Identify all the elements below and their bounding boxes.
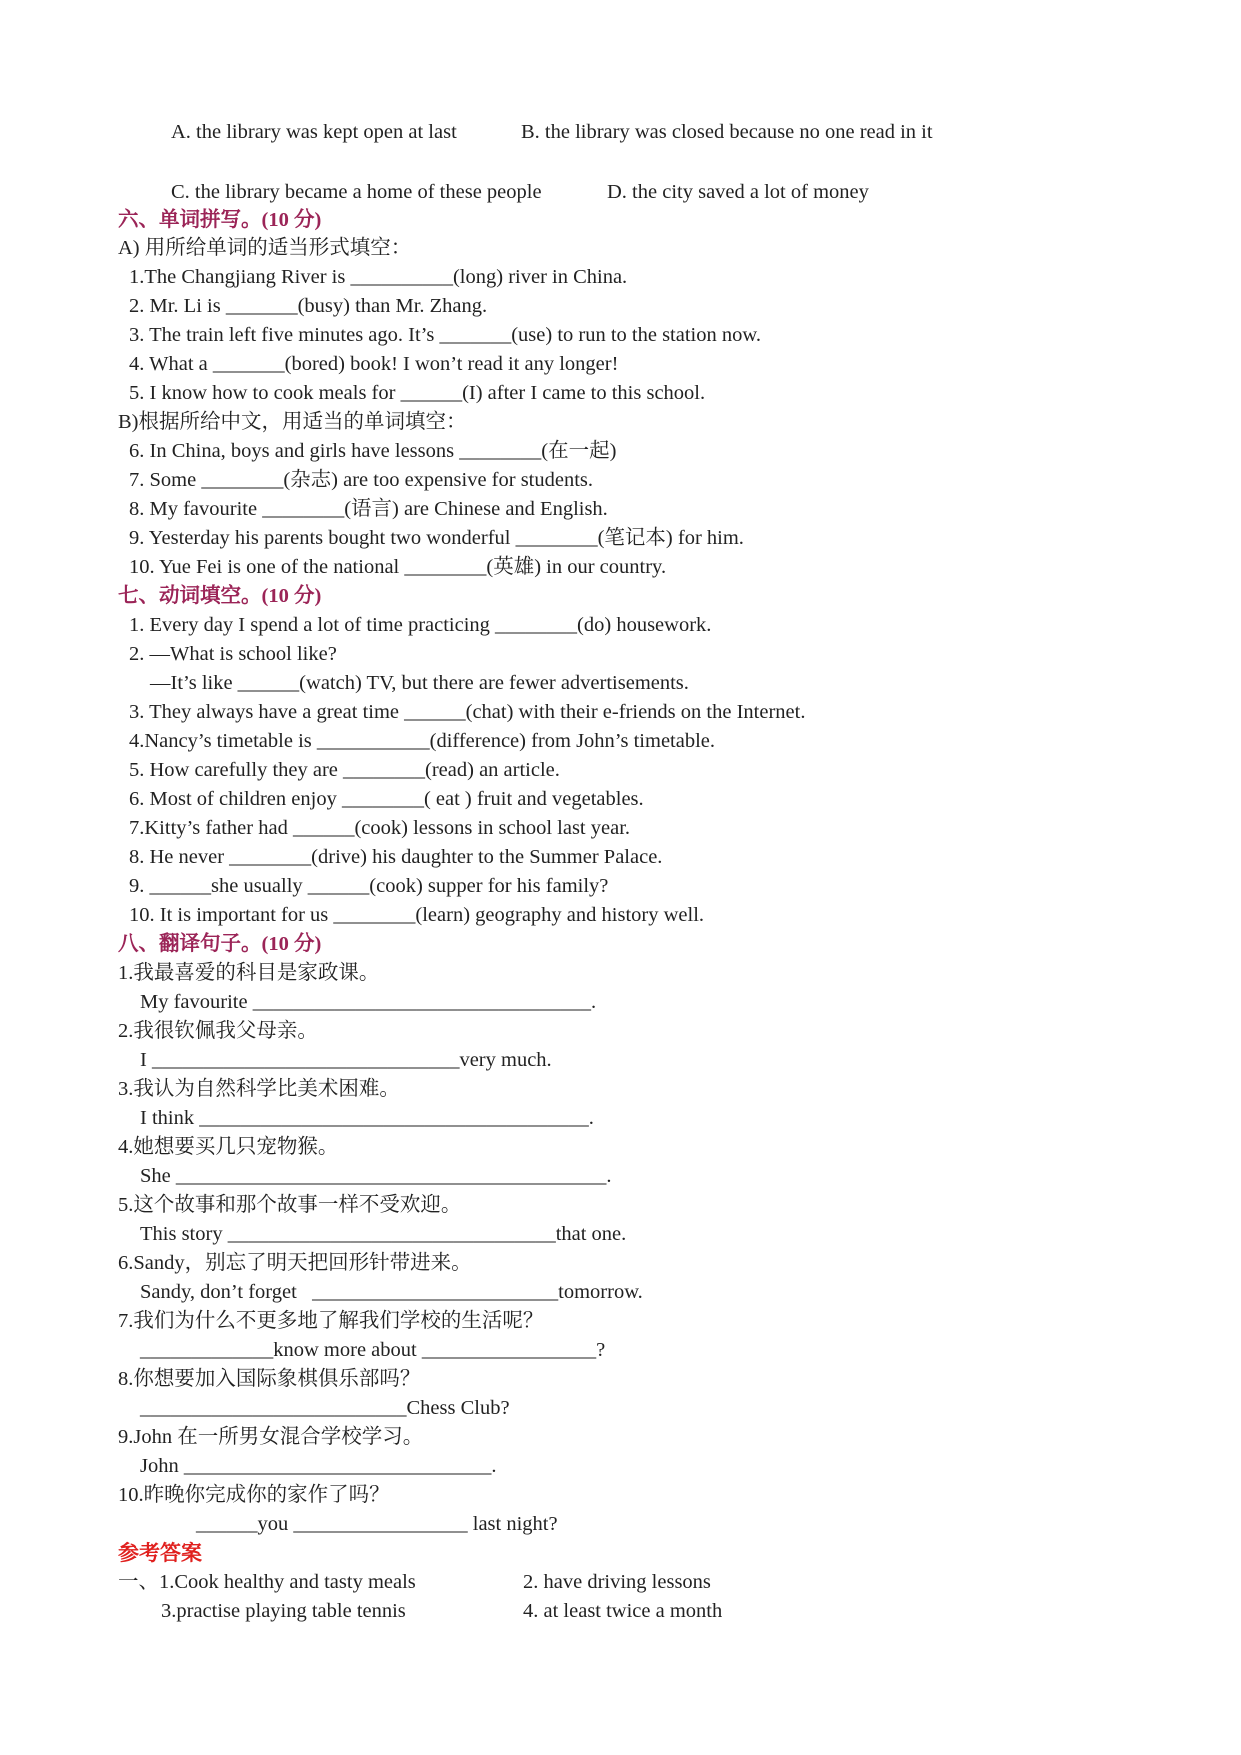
s7-item-9 xyxy=(129,874,608,900)
s8-item-6-en xyxy=(140,1280,643,1306)
option-d xyxy=(607,180,869,206)
s8-item-2-cn xyxy=(118,1019,318,1045)
s8-item-10-cn-text: 10.昨晚你完成你的家作了吗？ xyxy=(118,1484,390,1506)
s8-item-6-cn-text: 6.Sandy，别忘了明天把回形针带进来。 xyxy=(118,1252,472,1274)
s6-item-7 xyxy=(129,468,593,494)
answer-row-1-a xyxy=(118,1570,416,1596)
section-6-part-a xyxy=(118,236,411,262)
s8-item-1-en-text: My favourite _________________________________. xyxy=(140,991,597,1013)
s8-item-6-en-text: Sandy, don’t forget ________________________tomorrow. xyxy=(140,1281,643,1303)
section-7-title xyxy=(118,584,321,610)
s8-item-3-cn xyxy=(118,1077,400,1103)
s8-item-10-cn xyxy=(118,1483,390,1509)
s8-item-9-cn-text: 9.John 在一所男女混合学校学习。 xyxy=(118,1426,424,1448)
s8-item-5-en xyxy=(140,1222,626,1248)
s8-item-1-cn xyxy=(118,961,379,987)
s8-item-3-en xyxy=(140,1106,594,1132)
option-d-text: D. the city saved a lot of money xyxy=(607,181,869,203)
option-c-text: C. the library became a home of these people xyxy=(171,181,542,203)
answer-row-1-a-text: 一、1.Cook healthy and tasty meals xyxy=(118,1571,416,1593)
s8-item-8-cn xyxy=(118,1367,420,1393)
answer-row-1-b-text: 2. have driving lessons xyxy=(523,1571,711,1593)
answer-row-1-b xyxy=(523,1570,711,1596)
s6-item-1 xyxy=(129,265,627,291)
s6-item-9 xyxy=(129,526,744,552)
s7-item-5 xyxy=(129,758,560,784)
s6-item-7-text: 7. Some ________(杂志) are too expensive for students. xyxy=(129,469,594,491)
s8-item-3-cn-text: 3.我认为自然科学比美术困难。 xyxy=(118,1078,400,1100)
s8-item-7-en-text: _____________know more about _________________? xyxy=(140,1339,606,1361)
s8-item-2-cn-text: 2.我很钦佩我父母亲。 xyxy=(118,1020,318,1042)
s7-item-2-answer xyxy=(150,671,689,697)
s6-item-4 xyxy=(129,352,618,378)
section-8-title-text: 八、翻译句子。(10 分) xyxy=(118,933,322,955)
s7-item-10-text: 10. It is important for us ________(learn) geography and history well. xyxy=(129,904,705,926)
s8-item-7-en xyxy=(140,1338,605,1364)
option-b-text: B. the library was closed because no one read in it xyxy=(521,121,933,143)
s7-item-7 xyxy=(129,816,630,842)
s7-item-2-question xyxy=(129,642,337,668)
answers-title-text: 参考答案 xyxy=(118,1541,202,1565)
s6-item-5 xyxy=(129,381,705,407)
s6-item-4-text: 4. What a _______(bored) book! I won’t read it any longer! xyxy=(129,353,619,375)
s8-item-6-cn xyxy=(118,1251,472,1277)
s8-item-4-cn-text: 4.她想要买几只宠物猴。 xyxy=(118,1136,339,1158)
section-6-part-b-text: B)根据所给中文，用适当的单词填空： xyxy=(118,411,467,433)
answer-row-2-a xyxy=(161,1599,406,1625)
s7-item-9-text: 9. ______she usually ______(cook) supper for his family? xyxy=(129,875,609,897)
s8-item-7-cn-text: 7.我们为什么不更多地了解我们学校的生活呢？ xyxy=(118,1310,544,1332)
section-6-part-a-text: A) 用所给单词的适当形式填空： xyxy=(118,237,412,259)
s7-item-5-text: 5. How carefully they are ________(read) an article. xyxy=(129,759,560,781)
s7-item-4-text: 4.Nancy’s timetable is ___________(difference) from John’s timetable. xyxy=(129,730,716,752)
answer-row-2-b xyxy=(523,1599,722,1625)
section-6-title-text: 六、单词拼写。(10 分) xyxy=(118,209,322,231)
section-8-title xyxy=(118,932,321,958)
s6-item-5-text: 5. I know how to cook meals for ______(I) after I came to this school. xyxy=(129,382,706,404)
s6-item-3 xyxy=(129,323,761,349)
option-c xyxy=(171,180,542,206)
s7-item-8-text: 8. He never ________(drive) his daughter to the Summer Palace. xyxy=(129,846,663,868)
s8-item-8-en-text: __________________________Chess Club? xyxy=(140,1397,510,1419)
s6-item-9-text: 9. Yesterday his parents bought two wonderful ________(笔记本) for him. xyxy=(129,527,744,549)
s7-item-3 xyxy=(129,700,805,726)
s6-item-6-text: 6. In China, boys and girls have lessons ________(在一起) xyxy=(129,440,617,462)
s8-item-1-cn-text: 1.我最喜爱的科目是家政课。 xyxy=(118,962,380,984)
s6-item-1-text: 1.The Changjiang River is __________(long) river in China. xyxy=(129,266,628,288)
s8-item-9-en xyxy=(140,1454,496,1480)
answer-row-2-b-text: 4. at least twice a month xyxy=(523,1600,723,1622)
s7-item-8 xyxy=(129,845,662,871)
section-7-title-text: 七、动词填空。(10 分) xyxy=(118,585,322,607)
s8-item-3-en-text: I think ______________________________________. xyxy=(140,1107,594,1129)
s8-item-8-cn-text: 8.你想要加入国际象棋俱乐部吗？ xyxy=(118,1368,421,1390)
s7-item-2-question-text: 2. —What is school like? xyxy=(129,643,337,665)
s6-item-10-text: 10. Yue Fei is one of the national ________(英雄) in our country. xyxy=(129,556,667,578)
s8-item-2-en xyxy=(140,1048,552,1074)
s7-item-10 xyxy=(129,903,704,929)
option-a-text: A. the library was kept open at last xyxy=(171,121,457,143)
s6-item-10 xyxy=(129,555,666,581)
s8-item-5-cn xyxy=(118,1193,461,1219)
s8-item-7-cn xyxy=(118,1309,543,1335)
s7-item-6 xyxy=(129,787,644,813)
section-6-title xyxy=(118,208,321,234)
s8-item-4-en xyxy=(140,1164,612,1190)
s7-item-4 xyxy=(129,729,715,755)
s7-item-3-text: 3. They always have a great time ______(chat) with their e-friends on the Internet. xyxy=(129,701,806,723)
s7-item-6-text: 6. Most of children enjoy ________( eat ) fruit and vegetables. xyxy=(129,788,644,810)
s7-item-2-answer-text: —It’s like ______(watch) TV, but there are fewer advertisements. xyxy=(150,672,689,694)
s6-item-2 xyxy=(129,294,487,320)
option-a xyxy=(171,120,457,146)
s8-item-4-cn xyxy=(118,1135,338,1161)
s6-item-8-text: 8. My favourite ________(语言) are Chinese and English. xyxy=(129,498,608,520)
s7-item-1 xyxy=(129,613,711,639)
s7-item-1-text: 1. Every day I spend a lot of time practicing ________(do) housework. xyxy=(129,614,712,636)
s8-item-10-en-text: ______you _________________ last night? xyxy=(196,1513,558,1535)
s6-item-3-text: 3. The train left five minutes ago. It’s _______(use) to run to the station now. xyxy=(129,324,761,346)
s6-item-6 xyxy=(129,439,616,465)
s8-item-8-en xyxy=(140,1396,510,1422)
answer-row-2-a-text: 3.practise playing table tennis xyxy=(161,1600,406,1622)
s8-item-9-en-text: John ______________________________. xyxy=(140,1455,497,1477)
s7-item-7-text: 7.Kitty’s father had ______(cook) lessons in school last year. xyxy=(129,817,631,839)
s8-item-5-en-text: This story ________________________________that one. xyxy=(140,1223,627,1245)
s8-item-2-en-text: I ______________________________very much. xyxy=(140,1049,552,1071)
section-6-part-b xyxy=(118,410,467,436)
s6-item-2-text: 2. Mr. Li is _______(busy) than Mr. Zhang. xyxy=(129,295,488,317)
s8-item-5-cn-text: 5.这个故事和那个故事一样不受欢迎。 xyxy=(118,1194,462,1216)
s8-item-4-en-text: She __________________________________________. xyxy=(140,1165,612,1187)
s8-item-1-en xyxy=(140,990,596,1016)
s8-item-9-cn xyxy=(118,1425,423,1451)
s6-item-8 xyxy=(129,497,608,523)
option-b xyxy=(521,120,933,146)
answers-title xyxy=(118,1541,202,1567)
s8-item-10-en xyxy=(196,1512,558,1538)
